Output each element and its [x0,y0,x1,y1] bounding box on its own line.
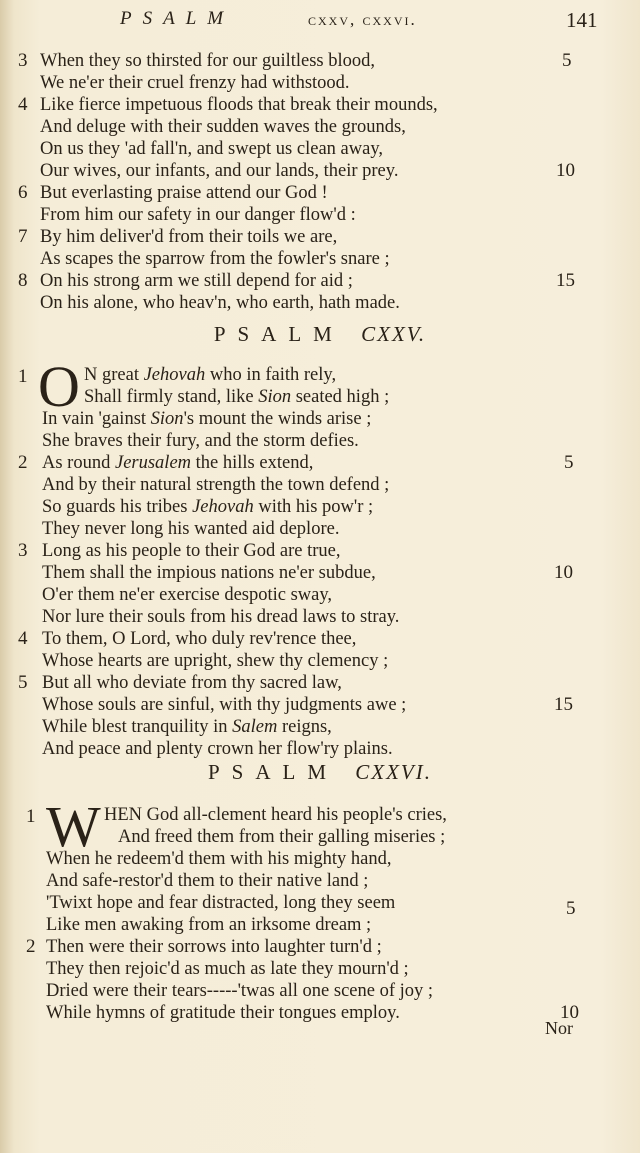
verse-number: 5 [18,672,28,693]
psalm-heading-word: PSALM [207,760,339,784]
text-run: When they so thirsted for our guiltless blood, [40,51,376,71]
page-number: 141 [566,8,598,32]
drop-capital: W [46,794,101,859]
text-run: She braves their fury, and the storm defies. [42,431,359,451]
verse-line [0,474,640,496]
text-run: And peace and plenty crown her flow'ry plains. [42,739,393,759]
text-run: Long as his people to their God are true, [42,541,341,561]
verse-line [0,364,640,386]
text-run: On his alone, who heav'n, who earth, hath made. [40,293,400,313]
line-number: 15 [556,270,575,291]
text-run: with his pow'r ; [253,497,374,517]
verse-line [0,606,640,628]
text-run: They then rejoic'd as much as late they mourn'd ; [46,959,409,979]
text-run: And by their natural strength the town defend ; [42,475,390,495]
running-head-psalm-numbers: cxxv, cxxvi. [308,10,417,29]
line-number: 10 [560,1002,579,1023]
verse-line [0,694,640,716]
text-run: By him deliver'd from their toils we are, [40,227,338,247]
text-run: But everlasting praise attend our God ! [40,183,328,203]
text-run: As round [42,453,115,473]
text-run: Shall firmly stand, like [84,387,259,407]
verse-line [0,270,640,292]
verse-line [0,94,640,116]
verse-number: 2 [18,452,28,473]
verse-line [0,50,640,72]
text-run: N great [84,365,144,385]
verse-line [0,452,640,474]
text-run: Nor lure their souls from his dread laws to stray. [42,607,400,627]
text-run: Dried were their tears-----'twas all one scene of joy ; [46,981,434,1001]
verse-number: 6 [18,182,28,203]
psalm-heading-number: CXXV. [361,322,427,346]
text-run: While blest tranquility in [42,717,233,737]
verse-line [0,292,640,314]
verse-line [0,226,640,248]
text-run: Our wives, our infants, and our lands, their prey. [40,161,399,181]
line-number: 5 [566,898,576,919]
italic-name: Jehovah [143,365,206,385]
verse-line [0,826,640,848]
verse-number: 4 [18,94,28,115]
verse-line [0,1002,640,1024]
psalm-126-heading [0,760,640,790]
verse-line [0,562,640,584]
verse-number: 1 [26,806,36,827]
psalm-heading-word: PSALM [213,322,344,346]
verse-line [0,386,640,408]
text-run: When he redeem'd them with his mighty hand, [46,849,392,869]
text-run: As scapes the sparrow from the fowler's snare ; [40,249,390,269]
verse-line [0,408,640,430]
verse-number: 3 [18,50,28,71]
text-run: And freed them from their galling miseries ; [118,827,446,847]
italic-name: Sion [150,409,184,429]
verse-line [0,248,640,270]
running-head-title: PSALM [120,8,235,29]
text-run: Like men awaking from an irksome dream ; [46,915,372,935]
italic-name: Sion [258,387,292,407]
verse-line [0,496,640,518]
text-run: But all who deviate from thy sacred law, [42,673,342,693]
text-run: And safe-restor'd them to their native land ; [46,871,369,891]
verse-line [0,430,640,452]
text-run: Like fierce impetuous floods that break their mounds, [40,95,438,115]
text-run: Them shall the impious nations ne'er subdue, [42,563,376,583]
verse-line [0,204,640,226]
verse-line [0,716,640,738]
verse-line [0,182,640,204]
verse-number: 8 [18,270,28,291]
text-run: To them, O Lord, who duly rev'rence thee, [42,629,357,649]
text-run: Then were their sorrows into laughter turn'd ; [46,937,382,957]
verse-line [0,138,640,160]
text-run: We ne'er their cruel frenzy had withstood. [40,73,350,93]
psalm-125-heading [0,322,640,352]
verse-line [0,540,640,562]
italic-name: Jehovah [192,497,254,517]
verse-line [0,672,640,694]
line-number: 5 [562,50,572,71]
verse-line [0,958,640,980]
line-number: 15 [554,694,573,715]
verse-line [0,116,640,138]
text-run: While hymns of gratitude their tongues employ. [46,1003,400,1023]
text-run: reigns, [277,717,332,737]
verse-number: 1 [18,366,28,387]
text-run: 'Twixt hope and fear distracted, long they seem [46,893,396,913]
text-run: seated high ; [291,387,390,407]
verse-line [0,848,640,870]
text-run: 's mount the winds arise ; [183,409,372,429]
verse-line [0,72,640,94]
text-run: the hills extend, [191,453,314,473]
catchword: Nor [545,1018,573,1038]
verse-line [0,980,640,1002]
text-run: Whose souls are sinful, with thy judgments awe ; [42,695,407,715]
verse-line [0,160,640,182]
verse-line [0,628,640,650]
verse-line [0,650,640,672]
verse-line [0,804,640,826]
line-number: 10 [556,160,575,181]
text-run: On us they 'ad fall'n, and swept us clean away, [40,139,383,159]
verse-line [0,518,640,540]
verse-line [0,892,640,919]
text-run: who in faith rely, [205,365,337,385]
verse-number: 4 [18,628,28,649]
text-run: From him our safety in our danger flow'd : [40,205,356,225]
text-run: In vain 'gainst [42,409,151,429]
verse-line [0,738,640,760]
drop-capital: O [38,354,80,419]
verse-number: 3 [18,540,28,561]
verse-line [0,584,640,606]
verse-number: 7 [18,226,28,247]
text-run: They never long his wanted aid deplore. [42,519,340,539]
italic-name: Salem [232,717,278,737]
verse-line [0,914,640,936]
text-run: HEN God all-clement heard his people's cries, [104,805,447,825]
line-number: 10 [554,562,573,583]
psalm-heading-number: CXXVI. [355,760,432,784]
text-run: On his strong arm we still depend for aid ; [40,271,353,291]
italic-name: Jerusalem [114,453,192,473]
verse-line [0,870,640,892]
text-run: O'er them ne'er exercise despotic sway, [42,585,333,605]
text-run: Whose hearts are upright, shew thy clemency ; [42,651,389,671]
text-run: And deluge with their sudden waves the grounds, [40,117,406,137]
verse-number: 2 [26,936,36,957]
verse-line [0,936,640,958]
text-run: So guards his tribes [42,497,193,517]
running-head [0,8,640,32]
line-number: 5 [564,452,574,473]
